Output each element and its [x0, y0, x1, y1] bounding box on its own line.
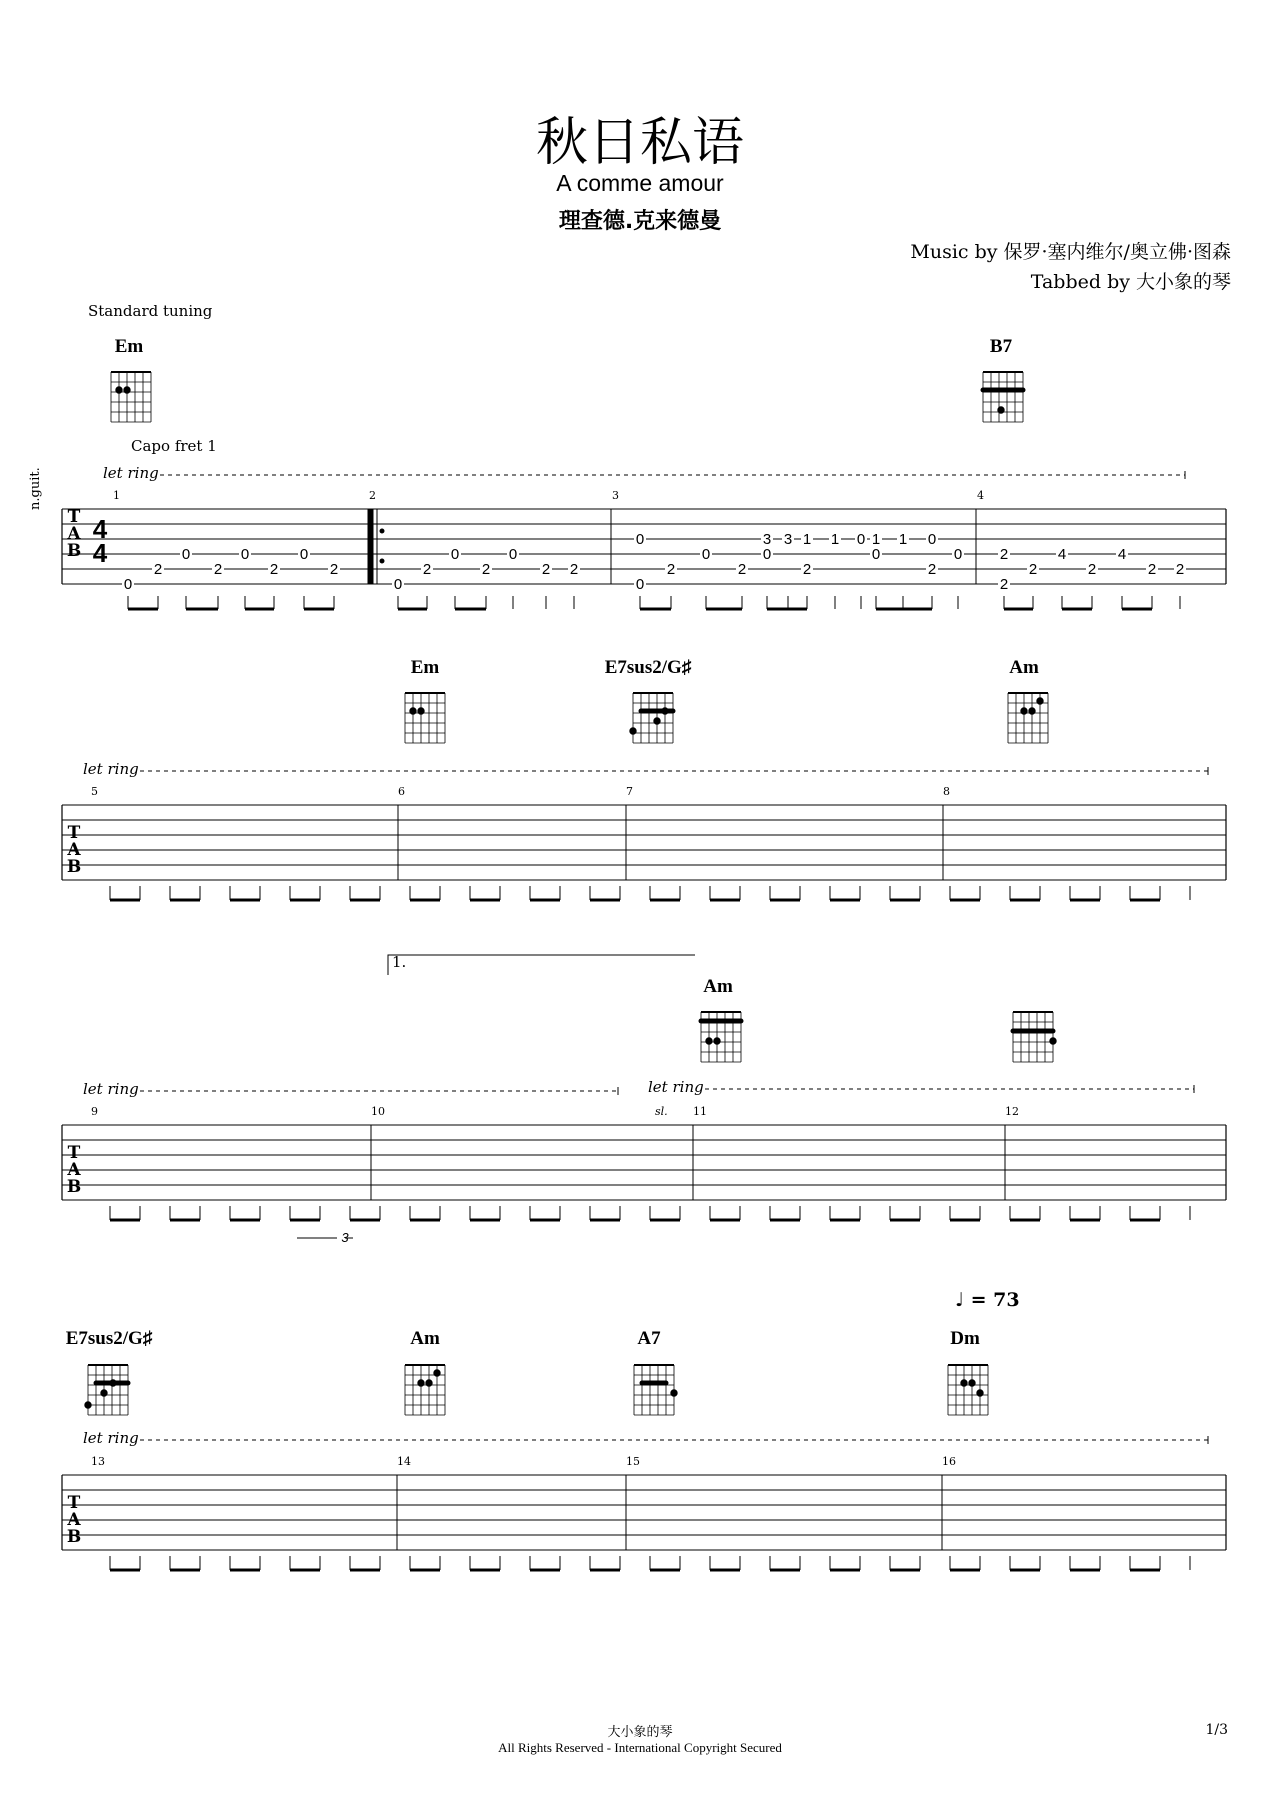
measure-number: 1 [113, 489, 120, 502]
chord-dot [706, 1038, 712, 1044]
tab-note: 4 [1117, 546, 1127, 563]
tab-note: 0 [953, 546, 963, 563]
repeat-dot [380, 559, 384, 563]
chord-dot [969, 1380, 975, 1386]
chord-dot [1021, 708, 1027, 714]
tab-note: 0 [123, 576, 133, 593]
artist: 理查德.克来德曼 [558, 209, 722, 234]
slide-label: sl. [655, 1105, 668, 1118]
chord-dot [418, 1380, 424, 1386]
measure-number: 10 [371, 1105, 385, 1118]
tab-note: 0 [927, 531, 937, 548]
repeat-bar [368, 509, 373, 584]
tab-note: 4 [1057, 546, 1067, 563]
measure-number: 14 [397, 1455, 411, 1468]
chord-name-e7sus2-gsharp: E7sus2/G♯ [604, 657, 692, 678]
measure-number: 2 [369, 489, 376, 502]
tab-note: 2 [999, 546, 1009, 563]
measure-number: 7 [626, 785, 633, 798]
chord-name-em: Em [114, 336, 144, 357]
measure-number: 9 [91, 1105, 98, 1118]
tab-note: 3 [762, 531, 772, 548]
footer-rights: All Rights Reserved - International Copyright Secured [498, 1740, 782, 1755]
measure-number: 3 [612, 489, 619, 502]
tempo-marking: ♩ = 73 [955, 1289, 1020, 1311]
tab-note: 3 [783, 531, 793, 548]
tab-note: 2 [269, 561, 279, 578]
chord-name-dm: Dm [950, 1328, 980, 1349]
tab-note: 2 [481, 561, 491, 578]
measure-number: 12 [1005, 1105, 1019, 1118]
chord-dot [434, 1370, 440, 1376]
tab-note: 2 [1175, 561, 1185, 578]
repeat-dot [380, 529, 384, 533]
tab-note: 0 [635, 531, 645, 548]
measure-number: 15 [626, 1455, 640, 1468]
instrument-label: n.guit. [28, 467, 43, 510]
tab-note: 2 [737, 561, 747, 578]
chord-dot [671, 1390, 677, 1396]
chord-dot [1050, 1038, 1056, 1044]
tab-note: 2 [1147, 561, 1157, 578]
volta-label: 1. [392, 953, 407, 971]
time-signature-numerator: 4 [92, 514, 108, 544]
chord-dot [961, 1380, 967, 1386]
chord-dot [714, 1038, 720, 1044]
measure-number: 4 [977, 489, 984, 502]
tab-note: 2 [541, 561, 551, 578]
volta-bracket [388, 955, 695, 975]
tab-note: 0 [856, 531, 866, 548]
chord-dot [426, 1380, 432, 1386]
tuning-label: Standard tuning [88, 302, 213, 320]
let-ring-label: let ring [83, 1429, 139, 1447]
chord-dot [418, 708, 424, 714]
tab-note: 1 [871, 531, 881, 548]
tab-note: 2 [213, 561, 223, 578]
chord-name-em: Em [410, 657, 440, 678]
tab-note: 2 [1028, 561, 1038, 578]
let-ring-label: let ring [103, 464, 159, 482]
measure-number: 5 [91, 785, 98, 798]
chord-dot [1037, 698, 1043, 704]
chord-dot [85, 1402, 91, 1408]
tab-note: 2 [569, 561, 579, 578]
tab-clef: TAB [66, 1143, 82, 1197]
chord-dot [630, 728, 636, 734]
chord-dot [410, 708, 416, 714]
footer-owner: 大小象的琴 [607, 1724, 673, 1739]
music-credit: Music by 保罗·塞内维尔/奥立佛·图森 [910, 241, 1231, 263]
chord-dot [977, 1390, 983, 1396]
chord-dot [101, 1390, 107, 1396]
chord-dot [124, 387, 130, 393]
chord-dot [998, 407, 1004, 413]
chord-name-am: Am [1009, 657, 1039, 678]
tab-note: 2 [802, 561, 812, 578]
measure-number: 8 [943, 785, 950, 798]
chord-dot [654, 718, 660, 724]
capo-label: Capo fret 1 [131, 437, 217, 455]
tab-note: 0 [393, 576, 403, 593]
measure-number: 6 [398, 785, 405, 798]
chord-name-e7sus2-gsharp: E7sus2/G♯ [65, 1328, 153, 1349]
chord-name-am: Am [410, 1328, 440, 1349]
chord-name-a7: A7 [637, 1328, 661, 1349]
measure-number: 16 [942, 1455, 956, 1468]
chord-dot [116, 387, 122, 393]
let-ring-label: let ring [648, 1078, 704, 1096]
tab-note: 2 [329, 561, 339, 578]
page-number: 1/3 [1205, 1722, 1228, 1738]
chord-name-am: Am [703, 976, 733, 997]
let-ring-label: let ring [83, 760, 139, 778]
subtitle: A comme amour [556, 170, 724, 196]
tab-note: 1 [802, 531, 812, 548]
tab-clef: TAB [66, 823, 82, 877]
tab-note: 2 [422, 561, 432, 578]
tab-note: 0 [762, 546, 772, 563]
measure-number: 11 [693, 1105, 707, 1118]
tab-note: 2 [999, 576, 1009, 593]
tab-note: 0 [635, 576, 645, 593]
tab-note: 0 [450, 546, 460, 563]
chord-name-b7: B7 [989, 336, 1013, 357]
tab-note: 0 [701, 546, 711, 563]
quarter-note-icon: ♩ [955, 1289, 964, 1311]
tab-note: 0 [240, 546, 250, 563]
tab-note: 0 [181, 546, 191, 563]
tab-note: 1 [898, 531, 908, 548]
tab-note: 0 [508, 546, 518, 563]
measure-number: 13 [91, 1455, 105, 1468]
tab-note: 2 [666, 561, 676, 578]
tab-credit: Tabbed by 大小象的琴 [1030, 271, 1231, 293]
page-title: 秋日私语 [535, 113, 744, 173]
tab-clef: TAB [66, 1493, 82, 1547]
tab-note: 2 [927, 561, 937, 578]
let-ring-label: let ring [83, 1080, 139, 1098]
triplet-label: 3 [341, 1230, 349, 1245]
tab-note: 1 [830, 531, 840, 548]
tab-note: 0 [871, 546, 881, 563]
tab-note: 2 [153, 561, 163, 578]
tab-clef: TAB [66, 507, 82, 561]
tab-note: 2 [1087, 561, 1097, 578]
chord-dot [1029, 708, 1035, 714]
time-signature-denominator: 4 [92, 538, 108, 568]
tab-note: 0 [299, 546, 309, 563]
